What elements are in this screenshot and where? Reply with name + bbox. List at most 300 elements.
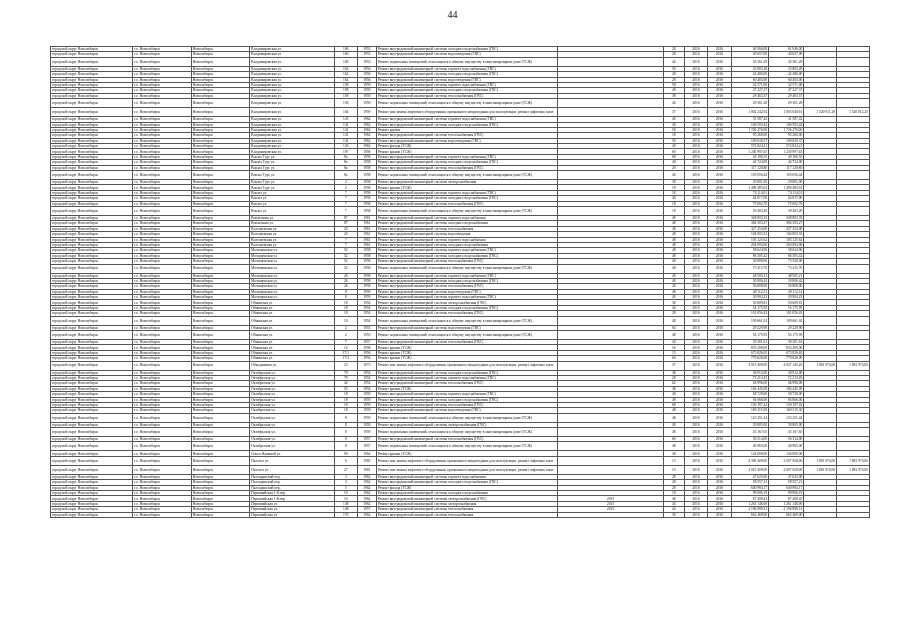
cell-y1: 2016 — [684, 122, 707, 127]
cell-e1: 48 — [663, 253, 684, 258]
cell-y1: 2016 — [684, 149, 707, 154]
cell-work: Ремонт подвальных помещений, относящихся к общему имуществу в многоквартирном доме (ТСЖ) — [376, 264, 558, 273]
cell-city: г.о. Новосибирск — [133, 278, 192, 283]
cell-work: Ремонт внутридомовой инженерной системы горячего водоснабжения — [376, 215, 558, 220]
cell-region: городской округ Новосибирск — [51, 52, 133, 57]
cell-house: 160 — [334, 57, 357, 66]
cell-cost: 109 630,37 — [731, 138, 768, 143]
cell-work: Ремонт внутридомовой инженерной системы теплоснабжения (ГВС) — [376, 201, 558, 206]
cell-cost: 105 056,44 — [731, 171, 768, 180]
cell-y2: 2016 — [708, 108, 731, 117]
cell-y2: 2016 — [708, 273, 731, 278]
cell-y2: 2016 — [708, 248, 731, 253]
cell-street: Обнинская ул. — [250, 331, 334, 340]
cell-y2: 2016 — [708, 325, 731, 330]
cell-city: г.о. Новосибирск — [133, 397, 192, 402]
cell-city2: Новосибирск — [191, 356, 250, 361]
cell-city: г.о. Новосибирск — [133, 242, 192, 247]
cell-total: 40 657,00 — [769, 52, 804, 57]
cell-work: Ремонт внутридомовой инженерной системы теплоснабжения — [376, 512, 558, 517]
cell-house: 197 — [334, 149, 357, 154]
cell-street: Владимировская ул. — [250, 57, 334, 66]
cell-y1: 2016 — [684, 311, 707, 316]
cell-street: Вокзал ул. — [250, 201, 334, 206]
cell-house: 8 — [334, 413, 357, 422]
cell-y2: 2016 — [708, 99, 731, 108]
cell-y1: 2016 — [684, 273, 707, 278]
cell-region: городской округ Новосибирск — [51, 386, 133, 391]
cell-city: г.о. Новосибирск — [133, 501, 192, 506]
cell-year: 1961 — [357, 242, 376, 247]
cell-y1: 2016 — [684, 397, 707, 402]
cell-cost: 640 984,17 — [731, 485, 768, 490]
cell-y1: 2016 — [684, 127, 707, 132]
cell-work: Ремонт подвальных помещений, относящихся к общему имуществу в многоквартирном доме (ТСЖ) — [376, 331, 558, 340]
cell-street: Мочищенская ул. — [250, 278, 334, 283]
cell-city2: Новосибирск — [191, 375, 250, 380]
cell-e1: 62 — [663, 381, 684, 386]
cell-y1: 2016 — [684, 52, 707, 57]
cell-y1: 2016 — [684, 375, 707, 380]
cell-city2: Новосибирск — [191, 138, 250, 143]
cell-e1: 60 — [663, 356, 684, 361]
cell-region: городской округ Новосибирск — [51, 428, 133, 437]
cell-p — [558, 316, 663, 325]
cell-region: городской округ Новосибирск — [51, 248, 133, 253]
cell-house: 20 — [334, 226, 357, 231]
cell-cost: 58 729,00 — [731, 392, 768, 397]
cell-y1: 2016 — [684, 512, 707, 517]
cell-y1: 2016 — [684, 491, 707, 496]
cell-y2: 2016 — [708, 171, 731, 180]
cell-cost: 103 125,62 — [731, 237, 768, 242]
cell-city2: Новосибирск — [191, 316, 250, 325]
cell-city: г.о. Новосибирск — [133, 465, 192, 474]
cell-year: 1959 — [357, 82, 376, 87]
cell-y2: 2016 — [708, 316, 731, 325]
cell-cost: 30 904,23 — [731, 295, 768, 300]
cell-year: 1958 — [357, 160, 376, 165]
cell-work: Ремонт фасада (ТСЖ) — [376, 485, 558, 490]
cell-street: Обнинская ул. — [250, 356, 334, 361]
cell-y1: 2016 — [684, 47, 707, 52]
cell-total: 44 724,00 — [769, 160, 804, 165]
cell-house: 5 — [334, 485, 357, 490]
cell-total: 50 609,81 — [769, 300, 804, 305]
cell-street: Владимировская ул. — [250, 88, 334, 93]
cell-total: 130 197,42 — [769, 402, 804, 407]
cell-year: 1953 — [357, 47, 376, 52]
cell-year: 1962 — [357, 117, 376, 122]
cell-city: г.о. Новосибирск — [133, 201, 192, 206]
cell-house: 8 — [334, 428, 357, 437]
cell-work: Ремонт внутридомовой инженерной системы теплоснабжения (ГВС) — [376, 165, 558, 170]
cell-year: 1953 — [357, 52, 376, 57]
cell-year: 1961 — [357, 232, 376, 237]
cell-city: г.о. Новосибирск — [133, 117, 192, 122]
cell-street: Первомайская ул. — [250, 507, 334, 512]
cell-ex2 — [837, 316, 870, 325]
cell-city2: Новосибирск — [191, 242, 250, 247]
cell-e1: 28 — [663, 474, 684, 479]
cell-y1: 2016 — [684, 386, 707, 391]
cell-cost: 32 571,00 — [731, 82, 768, 87]
cell-y2: 2016 — [708, 264, 731, 273]
cell-e1: 15 — [663, 456, 684, 465]
cell-street: Вокзал ул. — [250, 206, 334, 215]
cell-e1: 40 — [663, 117, 684, 122]
cell-house: 8 — [334, 422, 357, 427]
cell-year: 1959 — [357, 88, 376, 93]
cell-y2: 2016 — [708, 507, 731, 512]
cell-city: г.о. Новосибирск — [133, 325, 192, 330]
cell-total: 40 106,55 — [769, 154, 804, 159]
cell-year: 1958 — [357, 171, 376, 180]
cell-city2: Новосибирск — [191, 180, 250, 185]
cell-work: Ремонт крыши (ТСЖ) — [376, 149, 558, 154]
table-row — [51, 465, 870, 474]
cell-ex2: 1 881 974,00 — [837, 465, 870, 474]
cell-house: 3 — [334, 480, 357, 485]
cell-total: 45 361,29 — [769, 57, 804, 66]
cell-year: 1962 — [357, 491, 376, 496]
cell-e1: 68 — [663, 154, 684, 159]
cell-y2: 2016 — [708, 160, 731, 165]
cell-city: г.о. Новосибирск — [133, 485, 192, 490]
cell-y2: 2016 — [708, 138, 731, 143]
cell-city2: Новосибирск — [191, 165, 250, 170]
cell-cost: 1 002 242,94 — [731, 108, 768, 117]
cell-e1: 48 — [663, 289, 684, 294]
cell-y2: 2016 — [708, 361, 731, 370]
cell-house: 8 — [334, 295, 357, 300]
cell-y2: 2016 — [708, 278, 731, 283]
cell-e1: 48 — [663, 264, 684, 273]
cell-total: 2 007 920,00 — [769, 456, 804, 465]
cell-city2: Новосибирск — [191, 47, 250, 52]
cell-city2: Новосибирск — [191, 512, 250, 517]
cell-city: г.о. Новосибирск — [133, 66, 192, 71]
cell-year: 1958 — [357, 284, 376, 289]
table-row — [51, 206, 870, 215]
cell-city: г.о. Новосибирск — [133, 149, 192, 154]
cell-e1: 28 — [663, 88, 684, 93]
cell-city: г.о. Новосибирск — [133, 259, 192, 264]
cell-city2: Новосибирск — [191, 386, 250, 391]
cell-city: г.о. Новосибирск — [133, 451, 192, 456]
cell-street: Обнинская ул. — [250, 305, 334, 310]
cell-cost: 574 824,21 — [731, 144, 768, 149]
cell-total: 673 826,65 — [769, 350, 804, 355]
cell-house: 8а — [334, 165, 357, 170]
cell-street: Владимировская ул. — [250, 66, 334, 71]
cell-e1: 37 — [663, 361, 684, 370]
cell-total: 42 486,00 — [769, 72, 804, 77]
cell-year: 1954 — [357, 316, 376, 325]
cell-work: Ремонт внутридомовой инженерной системы теплоснабжения — [376, 507, 558, 512]
cell-y1: 2016 — [684, 501, 707, 506]
cell-street: Октябрьская ул. — [250, 386, 334, 391]
cell-cost: 384 303,27 — [731, 221, 768, 226]
cell-region: городской округ Новосибирск — [51, 206, 133, 215]
cell-region: городской округ Новосибирск — [51, 305, 133, 310]
cell-ex1: 1 881 974,00 — [804, 465, 837, 474]
cell-work: Ремонт внутридомовой инженерной системы горячего водоснабжения (ГВС) — [376, 66, 558, 71]
cell-house: 52 — [334, 248, 357, 253]
cell-work: Ремонт внутридомовой инженерной системы теплоснабжения (ГВС) — [376, 340, 558, 345]
cell-house: 87 — [334, 221, 357, 226]
cell-y1: 2016 — [684, 165, 707, 170]
cell-year: 1961 — [357, 237, 376, 242]
cell-total: 39 403,20 — [769, 206, 804, 215]
cell-city2: Новосибирск — [191, 52, 250, 57]
cell-year: 1954 — [357, 375, 376, 380]
cell-e1: 18 — [663, 201, 684, 206]
cell-year: 1962 — [357, 144, 376, 149]
cell-region: городской округ Новосибирск — [51, 122, 133, 127]
cell-region: городской округ Новосибирск — [51, 144, 133, 149]
cell-street: Вокзал Турс ул. — [250, 180, 334, 185]
cell-region: городской округ Новосибирск — [51, 72, 133, 77]
cell-total: 29 801,00 — [769, 180, 804, 185]
cell-year: 1962 — [357, 133, 376, 138]
cell-city: г.о. Новосибирск — [133, 474, 192, 479]
cell-street: Обнинская ул. — [250, 325, 334, 330]
cell-y1: 2016 — [684, 185, 707, 190]
cell-region: городской округ Новосибирск — [51, 474, 133, 479]
cell-work: Ремонт внутридомовой инженерной системы горячего водоснабжения (ГВС) — [376, 82, 558, 87]
cell-total: 99 006,19 — [769, 491, 804, 496]
cell-cost: 54 175,95 — [731, 305, 768, 310]
cell-street: Мочищенская ул. — [250, 248, 334, 253]
cell-work: Ремонт подвальных помещений, относящихся к общему имуществу в многоквартирном доме (ТСЖ) — [376, 428, 558, 437]
cell-y2: 2016 — [708, 305, 731, 310]
cell-e1: 48 — [663, 413, 684, 422]
cell-work: Ремонт крыши (ТСЖ) — [376, 451, 558, 456]
cell-city2: Новосибирск — [191, 66, 250, 71]
cell-work: Ремонт внутридомовой инженерной системы горячего водоснабжения (ГВС) — [376, 375, 558, 380]
cell-ex2 — [837, 264, 870, 273]
cell-house: 2 — [334, 185, 357, 190]
cell-work: Ремонт внутридомовой инженерной системы электроснабжения (ГВС) — [376, 300, 558, 305]
cell-city: г.о. Новосибирск — [133, 108, 192, 117]
cell-house: 158 — [334, 88, 357, 93]
cell-street: Владимировская ул. — [250, 108, 334, 117]
cell-year: 1958 — [357, 201, 376, 206]
cell-e1: 48 — [663, 221, 684, 226]
cell-cost: 75 002,70 — [731, 201, 768, 206]
cell-y1: 2016 — [684, 289, 707, 294]
cell-region: городской округ Новосибирск — [51, 165, 133, 170]
cell-cost: 95 260,00 — [731, 133, 768, 138]
cell-house: 90 — [334, 451, 357, 456]
cell-y2: 2016 — [708, 480, 731, 485]
cell-street: Палладинский пер. — [250, 480, 334, 485]
cell-y1: 2016 — [684, 456, 707, 465]
cell-e1: 48 — [663, 408, 684, 413]
cell-total: 43 167,65 — [769, 428, 804, 437]
cell-y2: 2016 — [708, 127, 731, 132]
cell-y2: 2016 — [708, 397, 731, 402]
cell-y1: 2016 — [684, 93, 707, 98]
cell-ex2 — [837, 171, 870, 180]
cell-y1: 2016 — [684, 485, 707, 490]
cell-city2: Новосибирск — [191, 253, 250, 258]
cell-work: Ремонт внутридомовой инженерной системы горячего водоснабжения — [376, 237, 558, 242]
cell-city2: Новосибирск — [191, 465, 250, 474]
cell-work: Ремонт внутридомовой инженерной системы водоотведения — [376, 232, 558, 237]
cell-work: Ремонт внутридомовой инженерной системы холодного водоснабжения (ГВС) — [376, 480, 558, 485]
cell-house: 7 — [334, 206, 357, 215]
cell-work: Ремонт внутридомовой инженерной системы водоотведения (ГВС) — [376, 52, 558, 57]
cell-region: городской округ Новосибирск — [51, 237, 133, 242]
cell-cost: 29 229,90 — [731, 325, 768, 330]
cell-e1: 18 — [663, 185, 684, 190]
cell-e1: 48 — [663, 442, 684, 451]
cell-city2: Новосибирск — [191, 361, 250, 370]
cell-region: городской округ Новосибирск — [51, 325, 133, 330]
cell-cost: 94 066,00 — [731, 397, 768, 402]
cell-city2: Новосибирск — [191, 456, 250, 465]
cell-region: городской округ Новосибирск — [51, 138, 133, 143]
cell-cost: 72 213,45 — [731, 375, 768, 380]
cell-year: 1958 — [357, 264, 376, 273]
cell-street: Вокзал Турс ул. — [250, 165, 334, 170]
cell-city: г.о. Новосибирск — [133, 442, 192, 451]
cell-cost: 45 361,29 — [731, 57, 768, 66]
cell-city2: Новосибирск — [191, 428, 250, 437]
cell-street: Владимировская ул. — [250, 77, 334, 82]
cell-region: городской округ Новосибирск — [51, 154, 133, 159]
cell-year: 1953 — [357, 57, 376, 66]
cell-work: Ремонт крыши (ТСЖ) — [376, 350, 558, 355]
cell-street: Октябрьская ул. — [250, 402, 334, 407]
cell-cost: 99 006,19 — [731, 491, 768, 496]
cell-y2: 2016 — [708, 206, 731, 215]
cell-year: 1959 — [357, 408, 376, 413]
cell-y1: 2016 — [684, 451, 707, 456]
cell-work: Ремонт или замена лифтового оборудования, признанного непригодным для эксплуатации, ремонт лифтовых шахт — [376, 465, 558, 474]
cell-p — [558, 361, 663, 370]
cell-year: 1957 — [357, 340, 376, 345]
cell-house: 141 — [334, 117, 357, 122]
cell-total: 47 625,00 — [769, 474, 804, 479]
cell-city2: Новосибирск — [191, 370, 250, 375]
cell-region: городской округ Новосибирск — [51, 185, 133, 190]
cell-total: 640 984,17 — [769, 485, 804, 490]
cell-e1: 40 — [663, 392, 684, 397]
cell-street: Палладинский пер. — [250, 485, 334, 490]
cell-street: Палладинский пер. — [250, 474, 334, 479]
cell-house: 148 — [334, 507, 357, 512]
cell-cost: 4 300 409,00 — [731, 456, 768, 465]
cell-total: 104 003,33 — [769, 232, 804, 237]
cell-year: 1959 — [357, 99, 376, 108]
cell-house: 8 — [334, 442, 357, 451]
cell-street: Владимировская ул. — [250, 82, 334, 87]
cell-city2: Новосибирск — [191, 278, 250, 283]
cell-y1: 2016 — [684, 480, 707, 485]
cell-city: г.о. Новосибирск — [133, 138, 192, 143]
cell-street: Первомайская 1-й пер. — [250, 496, 334, 501]
cell-cost: 184 445,09 — [731, 386, 768, 391]
cell-city: г.о. Новосибирск — [133, 133, 192, 138]
cell-total: 384 303,27 — [769, 221, 804, 226]
cell-year: 1962 — [357, 496, 376, 501]
cell-year: 1956 — [357, 66, 376, 71]
cell-ex1 — [804, 512, 837, 517]
cell-cost: 54 175,95 — [731, 331, 768, 340]
cell-y2: 2016 — [708, 180, 731, 185]
cell-e1: 28 — [663, 311, 684, 316]
cell-region: городской округ Новосибирск — [51, 149, 133, 154]
cell-total: 105 056,44 — [769, 171, 804, 180]
cell-work: Ремонт подвальных помещений, относящихся к общему имуществу в многоквартирном доме (ТСЖ) — [376, 413, 558, 422]
cell-city2: Новосибирск — [191, 381, 250, 386]
cell-city2: Новосибирск — [191, 345, 250, 350]
cell-region: городской округ Новосибирск — [51, 345, 133, 350]
cell-y2: 2016 — [708, 392, 731, 397]
cell-region: городской округ Новосибирск — [51, 295, 133, 300]
cell-street: Мочищенская ул. — [250, 289, 334, 294]
cell-p — [558, 57, 663, 66]
cell-city2: Новосибирск — [191, 325, 250, 330]
cell-work: Ремонт внутридомовой инженерной системы теплоснабжения (ГВС) — [376, 311, 558, 316]
cell-year: 1958 — [357, 345, 376, 350]
cell-city2: Новосибирск — [191, 451, 250, 456]
cell-year: 1962 — [357, 127, 376, 132]
cell-y1: 2016 — [684, 316, 707, 325]
cell-street: Октябрьская ул. — [250, 408, 334, 413]
cell-city: г.о. Новосибирск — [133, 392, 192, 397]
cell-year: 1959 — [357, 428, 376, 437]
cell-city: г.о. Новосибирск — [133, 127, 192, 132]
cell-street: Палласа ул. — [250, 465, 334, 474]
cell-cost: 47 227,37 — [731, 88, 768, 93]
cell-y2: 2016 — [708, 512, 731, 517]
cell-street: Владимировская ул. — [250, 93, 334, 98]
cell-city2: Новосибирск — [191, 408, 250, 413]
cell-p — [558, 206, 663, 215]
cell-house: 162 — [334, 66, 357, 71]
cell-ex1 — [804, 99, 837, 108]
cell-city2: Новосибирск — [191, 259, 250, 264]
cell-p — [558, 512, 663, 517]
cell-year: 1961 — [357, 221, 376, 226]
cell-ex1: 1 520 011,29 — [804, 108, 837, 117]
cell-y1: 2016 — [684, 180, 707, 185]
cell-city: г.о. Новосибирск — [133, 428, 192, 437]
cell-total: 1 261 146,00 — [769, 501, 804, 506]
cell-street: Октябрьская ул. — [250, 392, 334, 397]
cell-ex1 — [804, 57, 837, 66]
cell-house: 7 — [334, 340, 357, 345]
cell-city: г.о. Новосибирск — [133, 408, 192, 413]
cell-y1: 2016 — [684, 144, 707, 149]
cell-ex1: 1 881 974,00 — [804, 361, 837, 370]
cell-region: городской округ Новосибирск — [51, 512, 133, 517]
cell-city: г.о. Новосибирск — [133, 215, 192, 220]
cell-street: Владимировская ул. — [250, 122, 334, 127]
cell-region: городской округ Новосибирск — [51, 273, 133, 278]
cell-total: 58 729,00 — [769, 392, 804, 397]
cell-city: г.о. Новосибирск — [133, 160, 192, 165]
cell-cost: 33 803,28 — [731, 66, 768, 71]
cell-total: 95 260,00 — [769, 133, 804, 138]
cell-year: 1981 — [357, 465, 376, 474]
cell-y2: 2016 — [708, 221, 731, 226]
cell-work: Ремонт внутридомовой инженерной системы водоотведения (ГВС) — [376, 138, 558, 143]
